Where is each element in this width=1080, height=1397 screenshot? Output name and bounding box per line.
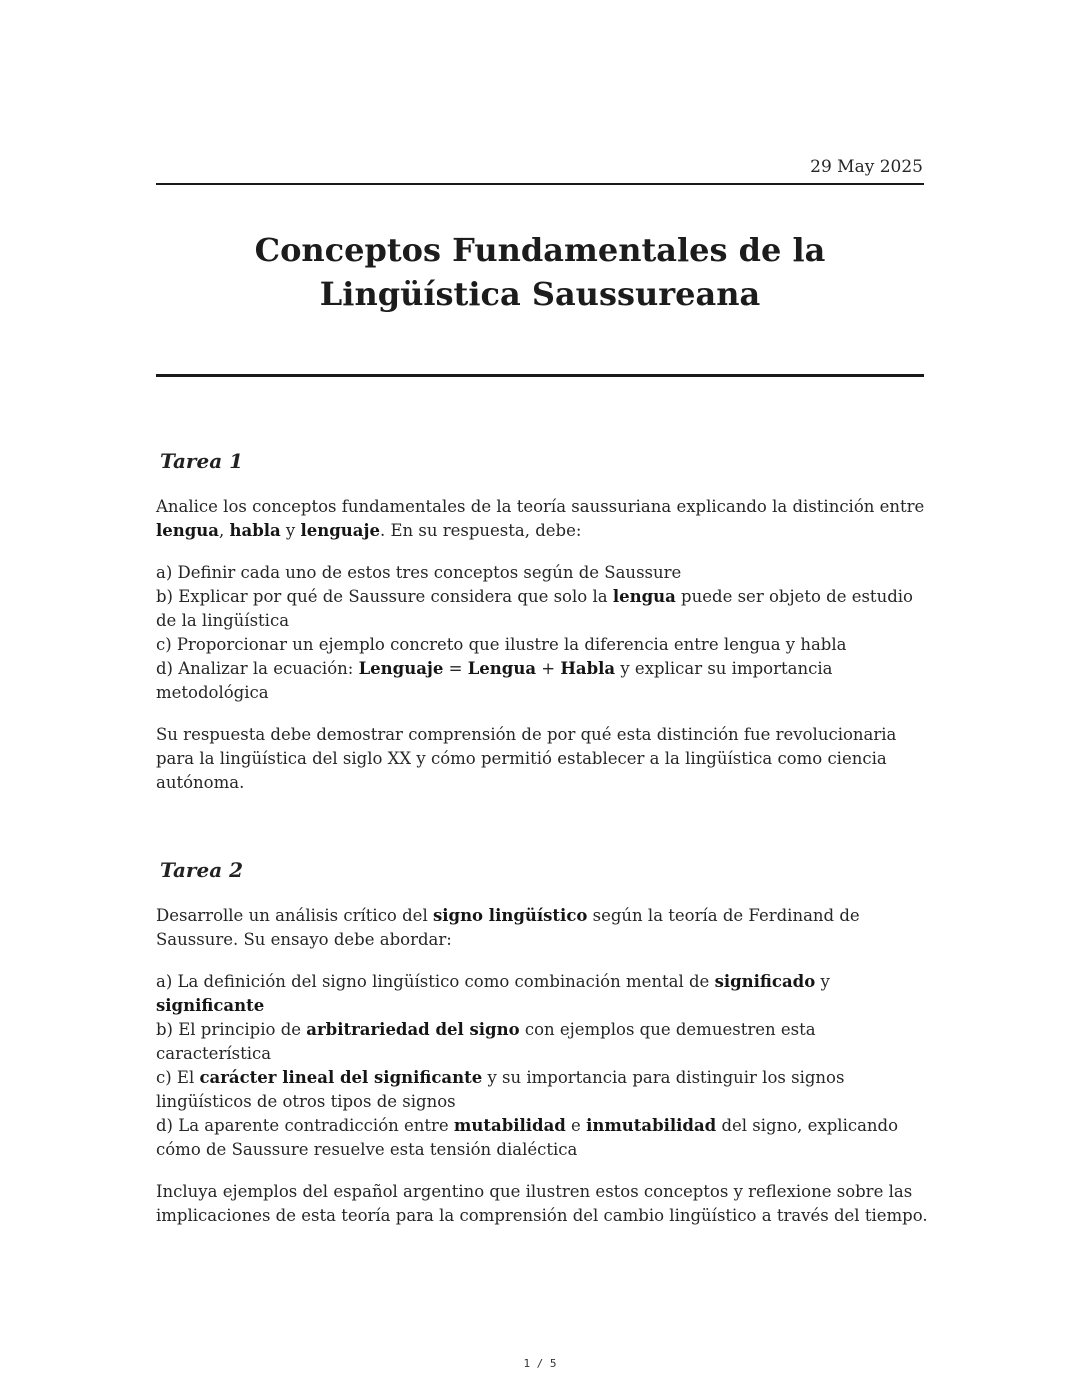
task-section-1 bbox=[156, 447, 928, 795]
page-indicator: 1 / 5 bbox=[523, 1357, 557, 1370]
text-run: Incluya ejemplos del español argentino que ilustren estos conceptos y reflexione sobre las implicaciones de esta teoría para la comprensión del cambio lingüístico a través del tiempo. bbox=[156, 1182, 928, 1225]
list-item bbox=[156, 970, 928, 1018]
list-item bbox=[156, 657, 928, 705]
text-run: Desarrolle un análisis crítico del bbox=[156, 906, 433, 925]
bold-term: habla bbox=[229, 521, 281, 540]
text-run: y su importancia para distinguir los signos lingüísticos de otros tipos de signos bbox=[156, 1068, 845, 1111]
bold-term: lenguaje bbox=[300, 521, 380, 540]
text-run: y bbox=[280, 521, 301, 540]
title-divider bbox=[156, 374, 924, 377]
task-heading: Tarea 1 bbox=[160, 449, 244, 473]
bold-term: mutabilidad bbox=[453, 1116, 566, 1135]
text-run: a) Definir cada uno de estos tres conceptos según de Saussure bbox=[156, 563, 682, 582]
text-run: b) El principio de bbox=[156, 1020, 307, 1039]
text-run: d) La aparente contradicción entre bbox=[156, 1116, 454, 1135]
text-run: del signo, explicando cómo de Saussure resuelve esta tensión dialéctica bbox=[156, 1116, 899, 1159]
bold-term: inmutabilidad bbox=[586, 1116, 717, 1135]
task-requirements-list bbox=[156, 561, 928, 705]
bold-term: Lengua bbox=[467, 659, 537, 678]
bold-term: arbitrariedad del signo bbox=[306, 1020, 520, 1039]
text-run: , bbox=[219, 521, 230, 540]
bold-term: Lenguaje bbox=[358, 659, 444, 678]
text-run: e bbox=[565, 1116, 587, 1135]
task-heading: Tarea 2 bbox=[160, 858, 244, 882]
bold-term: carácter lineal del significante bbox=[199, 1068, 483, 1087]
text-run: = bbox=[443, 659, 468, 678]
list-item bbox=[156, 1018, 928, 1066]
text-run: c) El bbox=[156, 1068, 200, 1087]
list-item bbox=[156, 561, 928, 585]
task-intro bbox=[156, 495, 928, 543]
list-item bbox=[156, 1114, 928, 1162]
text-run: a) La definición del signo lingüístico como combinación mental de bbox=[156, 972, 715, 991]
task-intro bbox=[156, 904, 928, 952]
list-item bbox=[156, 585, 928, 633]
text-run: Su respuesta debe demostrar comprensión de por qué esta distinción fue revolucionaria para la lingüística del siglo XX y cómo permitió establecer a la lingüística como ciencia autónoma. bbox=[156, 725, 897, 792]
task-section-2 bbox=[156, 856, 928, 1228]
list-item bbox=[156, 1066, 928, 1114]
bold-term: significante bbox=[156, 996, 265, 1015]
text-run: + bbox=[536, 659, 561, 678]
bold-term: lengua bbox=[612, 587, 676, 606]
bold-term: signo lingüístico bbox=[432, 906, 588, 925]
header-divider bbox=[156, 183, 924, 185]
text-run: y explicar su importancia metodológica bbox=[156, 659, 833, 702]
text-run: puede ser objeto de estudio de la lingüística bbox=[156, 587, 913, 630]
text-run: y bbox=[815, 972, 830, 991]
text-run: b) Explicar por qué de Saussure considera que solo la bbox=[156, 587, 613, 606]
text-run: c) Proporcionar un ejemplo concreto que ilustre la diferencia entre lengua y habla bbox=[156, 635, 847, 654]
bold-term: lengua bbox=[156, 521, 219, 540]
task-conclusion bbox=[156, 1180, 928, 1228]
page-title: Conceptos Fundamentales de la Lingüística Saussureana bbox=[254, 231, 826, 313]
document-date: 29 May 2025 bbox=[810, 157, 923, 177]
task-requirements-list bbox=[156, 970, 928, 1162]
text-run: con ejemplos que demuestren esta característica bbox=[156, 1020, 816, 1063]
text-run: Analice los conceptos fundamentales de la teoría saussuriana explicando la distinción entre bbox=[156, 497, 925, 516]
text-run: . En su respuesta, debe: bbox=[379, 521, 582, 540]
text-run: según la teoría de Ferdinand de Saussure. Su ensayo debe abordar: bbox=[156, 906, 860, 949]
bold-term: Habla bbox=[560, 659, 616, 678]
list-item bbox=[156, 633, 928, 657]
bold-term: significado bbox=[714, 972, 816, 991]
text-run: d) Analizar la ecuación: bbox=[156, 659, 359, 678]
task-conclusion bbox=[156, 723, 928, 795]
